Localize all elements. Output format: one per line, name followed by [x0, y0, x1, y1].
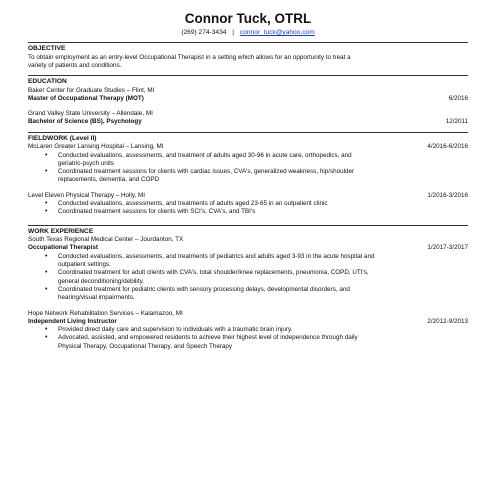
work-title: Occupational Therapist	[28, 244, 98, 252]
contact-line	[28, 28, 468, 37]
bullet-line: Physical Therapy, Occupational Therapy, and Speech Therapy	[58, 342, 233, 350]
fieldwork-date: 1/2016-3/2016	[427, 191, 468, 199]
education-degree-row	[28, 95, 468, 103]
education-date: 6/2016	[448, 94, 468, 102]
objective-line-1: To obtain employment as an entry-level Occupational Therapist in a setting which allows for an opportunity to treat a	[28, 53, 351, 61]
bullet-line: • Conducted evaluations, assessments, and treatments of pediatrics and adults aged 3-93 in the acute hospital and	[58, 252, 375, 260]
fieldwork-bullet-list	[28, 152, 468, 185]
education-degree: Master of Occupational Therapy (MOT)	[28, 94, 144, 102]
work-bullet-list	[28, 326, 468, 351]
list-item	[58, 334, 468, 351]
work-title-row	[28, 318, 468, 326]
education-degree-row	[28, 118, 468, 126]
objective-line-2: variety of patients and conditions.	[28, 61, 122, 69]
contact-separator: |	[232, 29, 234, 36]
phone-number: (269) 274-3434	[181, 29, 227, 36]
work-place: Hope Network Rehabilitation Services – Kalamazoo, MI	[28, 309, 183, 317]
work-title-row	[28, 244, 468, 252]
bullet-line: • Conducted evaluations, assessments, and treatment of adults aged 30-96 in acute care, orthopedics, and	[58, 151, 352, 159]
list-item	[58, 269, 468, 286]
education-date: 12/2011	[445, 118, 468, 126]
list-item	[58, 253, 468, 270]
bullet-line: • Coordinated treatment for adult clients with CVA's, total shoulder/knee replacements, pneumonia, COPD, UTI's,	[58, 269, 369, 277]
education-heading: EDUCATION	[28, 75, 468, 87]
list-item	[58, 326, 468, 334]
fieldwork-place: Level Eleven Physical Therapy – Holly, MI	[28, 191, 146, 199]
bullet-line: hearing/visual impairments.	[58, 294, 135, 302]
fieldwork-place: McLaren Greater Lansing Hospital – Lansing, MI	[28, 143, 164, 151]
fieldwork-place-row	[28, 143, 468, 151]
bullet-line: outpatient settings.	[58, 261, 111, 269]
list-item	[58, 200, 468, 208]
email-link[interactable]: connor_tuck@yahoo.com	[239, 29, 315, 36]
fieldwork-heading: FIELDWORK (Level II)	[28, 132, 468, 144]
fieldwork-date: 4/2016-6/2016	[427, 143, 468, 151]
bullet-line: • Advocated, assisted, and empowered residents to achieve their highest level of independence through daily	[58, 334, 358, 342]
fieldwork-bullet-list	[28, 200, 468, 217]
education-school: Baker Center for Graduate Studies – Flint, MI	[28, 86, 155, 94]
bullet-line: • Conducted evaluations, assessments, and treatments of adults aged 23-65 in an outpatient clinic	[58, 200, 328, 208]
list-item	[58, 168, 468, 185]
list-item	[58, 152, 468, 169]
fieldwork-place-row	[28, 192, 468, 200]
work-date: 1/2017-3/2017	[427, 244, 468, 252]
work-place: South Texas Regional Medical Center – Jourdanton, TX	[28, 236, 184, 244]
bullet-line: geriatric-psych units	[58, 159, 114, 167]
education-degree: Bachelor of Science (BS), Psychology	[28, 118, 142, 126]
bullet-line: • Provided direct daily care and supervision to individuals with a traumatic brain injury.	[58, 326, 293, 334]
work-date: 2/2012-9/2013	[427, 317, 468, 325]
resume-content	[28, 10, 468, 351]
bullet-line: general deconditioning/debility.	[58, 277, 145, 285]
objective-heading: OBJECTIVE	[28, 42, 468, 54]
education-school: Grand Valley State University – Allendale, MI	[28, 110, 153, 118]
candidate-name: Connor Tuck, OTRL	[184, 11, 312, 26]
bullet-line: • Coordinated treatment sessions for clients with SCI's, CVA's, and TBI's	[58, 208, 256, 216]
work-bullet-list	[28, 253, 468, 303]
work-heading: WORK EXPERIENCE	[28, 225, 468, 237]
list-item	[58, 286, 468, 303]
list-item	[58, 208, 468, 216]
work-title: Independent Living Instructor	[28, 317, 117, 325]
bullet-line: • Coordinated treatment sessions for clients with cardiac issues, CVA's, generalized weakness, hip/shoulder	[58, 168, 355, 176]
bullet-line: • Coordinated treatment for pediatric clients with sensory processing delays, developmental disorders, and	[58, 285, 350, 293]
bullet-line: replacements, dementia, and COPD	[58, 176, 160, 184]
